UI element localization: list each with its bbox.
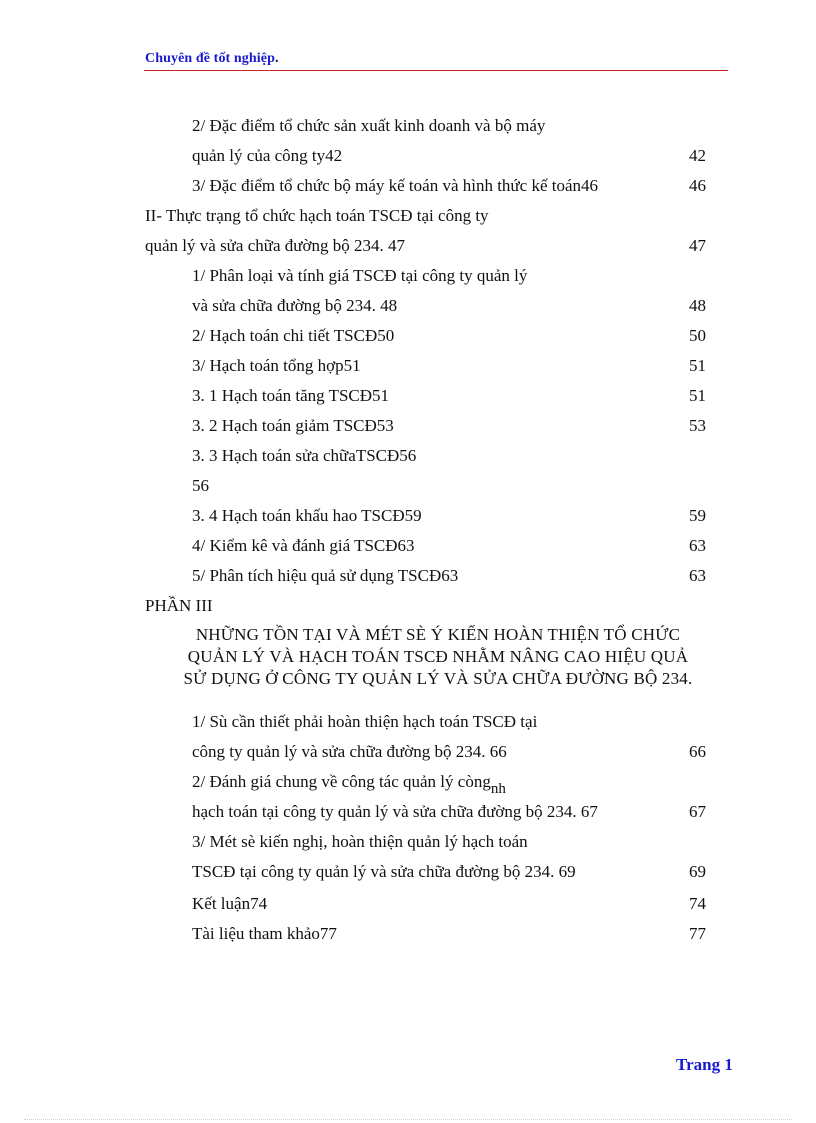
toc-entry-iii-1-label: 1/ Sù cần thiết phải hoàn thiện hạch toán TSCĐ tại bbox=[192, 712, 538, 731]
toc-entry-ii-3-page: 51 bbox=[689, 356, 706, 375]
toc-entry-iii-3-page: 69 bbox=[689, 862, 706, 881]
toc-entry-3-3-label: 3. 3 Hạch toán sửa chữaTSCĐ56 bbox=[192, 446, 417, 465]
toc-entry-ii-1-continuation: và sửa chữa đường bộ 234. 48 bbox=[192, 296, 398, 315]
toc-entry-3-4-label: 3. 4 Hạch toán khấu hao TSCĐ59 bbox=[192, 506, 422, 525]
toc-entry-iii-1-continuation: công ty quản lý và sửa chữa đường bộ 234. 66 bbox=[192, 742, 507, 761]
toc-entry-2-continuation: quản lý của công ty42 bbox=[192, 146, 343, 165]
toc-entry-conclusion-label: Kết luận74 bbox=[192, 894, 268, 913]
toc-entry-ii-2-label: 2/ Hạch toán chi tiết TSCĐ50 bbox=[192, 326, 395, 345]
toc-entry-3-2-label: 3. 2 Hạch toán giảm TSCĐ53 bbox=[192, 416, 394, 435]
toc-section-ii-continuation: quản lý và sửa chữa đường bộ 234. 47 bbox=[145, 236, 405, 255]
toc-entry-ii-1-page: 48 bbox=[689, 296, 706, 315]
toc-entry-3-3-page-wrapped: 56 bbox=[192, 476, 209, 495]
toc-entry-iii-2-page: 67 bbox=[689, 802, 706, 821]
toc-entry-3-4-page: 59 bbox=[689, 506, 706, 525]
toc-entry-3-page: 46 bbox=[689, 176, 706, 195]
page-number: Trang 1 bbox=[676, 1055, 733, 1074]
toc-entry-iii-2-continuation: hạch toán tại công ty quản lý và sửa chữa đường bộ 234. 67 bbox=[192, 802, 598, 821]
toc-entry-conclusion-page: 74 bbox=[689, 894, 706, 913]
toc-entry-3-2-page: 53 bbox=[689, 416, 706, 435]
toc-entry-ii-1-label: 1/ Phân loại và tính giá TSCĐ tại công ty quản lý bbox=[192, 266, 528, 285]
toc-entry-iii-3-continuation: TSCĐ tại công ty quản lý và sửa chữa đường bộ 234. 69 bbox=[192, 862, 576, 881]
toc-entry-references-label: Tài liệu tham khảo77 bbox=[192, 924, 337, 943]
header-rule bbox=[144, 70, 728, 71]
toc-entry-iii-2-label: 2/ Đánh giá chung về công tác quản lý còngnh bbox=[192, 772, 506, 797]
toc-entry-references-page: 77 bbox=[689, 924, 706, 943]
toc-entry-ii-5-label: 5/ Phân tích hiệu quả sử dụng TSCĐ63 bbox=[192, 566, 459, 585]
page-bottom-border bbox=[24, 1119, 792, 1121]
toc-entry-2-label: 2/ Đặc điểm tổ chức sản xuất kinh doanh và bộ máy bbox=[192, 116, 546, 135]
part-iii-title-line-3: SỬ DỤNG Ở CÔNG TY QUẢN LÝ VÀ SỬA CHỮA ĐƯỜNG BỘ 234. bbox=[183, 669, 693, 688]
toc-entry-ii-4-page: 63 bbox=[689, 536, 706, 555]
toc-entry-iii-1-page: 66 bbox=[689, 742, 706, 761]
toc-entry-ii-4-label: 4/ Kiểm kê và đánh giá TSCĐ63 bbox=[192, 536, 415, 555]
part-iii-title bbox=[140, 624, 736, 690]
toc-section-ii-page: 47 bbox=[689, 236, 706, 255]
toc-entry-ii-5-page: 63 bbox=[689, 566, 706, 585]
toc-entry-ii-3-label: 3/ Hạch toán tổng hợp51 bbox=[192, 356, 361, 375]
toc-entry-3-1-label: 3. 1 Hạch toán tăng TSCĐ51 bbox=[192, 386, 390, 405]
toc-entry-iii-3-label: 3/ Mét sè kiến nghị, hoàn thiện quản lý hạch toán bbox=[192, 832, 528, 851]
part-iii-title-line-1: NHỮNG TỒN TẠI VÀ MÉT SÈ Ý KIẾN HOÀN THIỆN TỔ CHỨC bbox=[195, 625, 681, 644]
toc-entry-2-page: 42 bbox=[689, 146, 706, 165]
toc-entry-3-label: 3/ Đặc điểm tổ chức bộ máy kế toán và hình thức kế toán46 bbox=[192, 176, 599, 195]
toc-entry-3-1-page: 51 bbox=[689, 386, 706, 405]
toc-entry-iii-2-label-tail: nh bbox=[490, 781, 506, 797]
toc-section-ii-label: II- Thực trạng tổ chức hạch toán TSCĐ tại công ty bbox=[145, 206, 489, 225]
part-iii-label: PHẦN III bbox=[145, 596, 213, 615]
toc-entry-ii-2-page: 50 bbox=[689, 326, 706, 345]
part-iii-title-line-2: QUẢN LÝ VÀ HẠCH TOÁN TSCĐ NHẰM NÂNG CAO HIỆU QUẢ bbox=[187, 647, 689, 666]
header-title: Chuyên đề tốt nghiệp. bbox=[145, 51, 279, 66]
